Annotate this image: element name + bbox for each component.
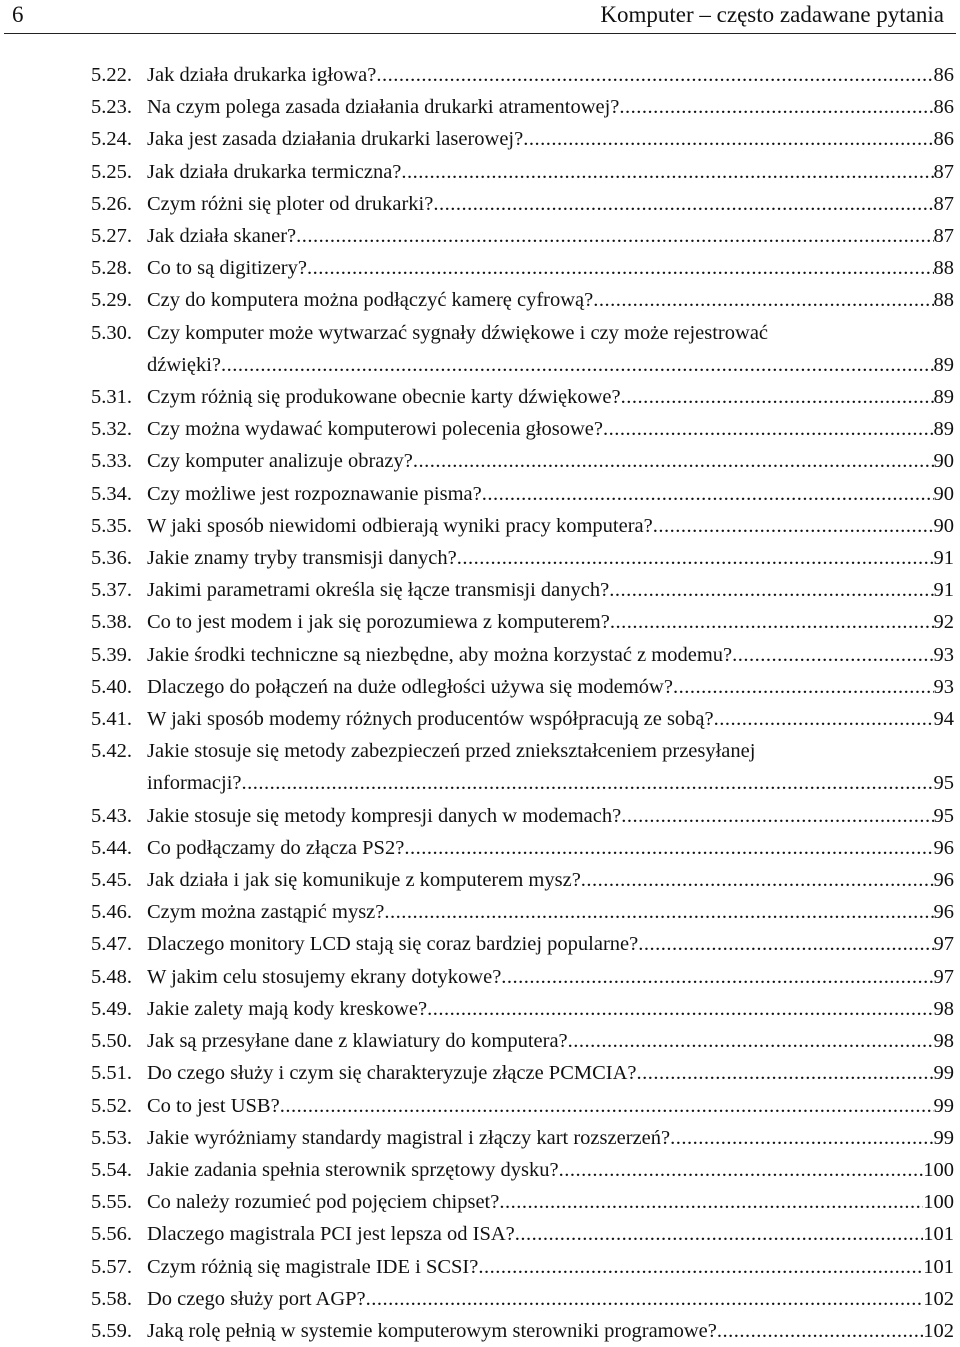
toc-entry-title: Do czego służy i czym się charakteryzuje złącze PCMCIA? bbox=[147, 1062, 637, 1085]
toc-page-number: 96 bbox=[933, 869, 954, 892]
toc-entry-line bbox=[147, 574, 954, 606]
toc-entry-line bbox=[147, 1122, 954, 1154]
toc-entry-title: Jakie stosuje się metody zabezpieczeń przed zniekształceniem przesyłanej bbox=[147, 740, 756, 763]
toc-leader-dots bbox=[638, 928, 933, 960]
toc-entry-title: Co to jest modem i jak się porozumiewa z komputerem? bbox=[147, 611, 610, 634]
toc-entry-body bbox=[147, 1251, 954, 1283]
toc-entry-body bbox=[147, 445, 954, 477]
toc-page-number: 97 bbox=[933, 965, 954, 988]
toc-page-number: 100 bbox=[923, 1191, 954, 1214]
toc-entry-number: 5.25. bbox=[91, 160, 132, 183]
toc-entry-line bbox=[147, 671, 954, 703]
toc-entry-line bbox=[147, 445, 954, 477]
toc-page-number: 89 bbox=[933, 386, 954, 409]
toc-entry-number: 5.41. bbox=[91, 708, 132, 731]
toc-entry-title: Jakie zadania spełnia sterownik sprzętowy dysku? bbox=[147, 1158, 559, 1181]
toc-entry[interactable] bbox=[91, 993, 954, 1025]
toc-leader-dots bbox=[670, 1122, 933, 1154]
toc-page-number: 97 bbox=[933, 933, 954, 956]
toc-entry[interactable] bbox=[91, 413, 954, 445]
toc-entry-line bbox=[147, 606, 954, 638]
toc-entry-body bbox=[147, 606, 954, 638]
toc-leader-dots bbox=[717, 1315, 923, 1347]
toc-entry-title: Jakie środki techniczne są niezbędne, aby można korzystać z modemu? bbox=[147, 643, 733, 666]
toc-entry-line bbox=[147, 993, 954, 1025]
toc-entry-body bbox=[147, 961, 954, 993]
toc-leader-dots bbox=[413, 445, 934, 477]
toc-entry-title: Czym można zastąpić mysz? bbox=[147, 901, 385, 924]
toc-entry-body bbox=[147, 832, 954, 864]
toc-entry-line bbox=[147, 59, 954, 91]
toc-leader-dots bbox=[523, 123, 933, 155]
toc-entry-title: Czym różni się ploter od drukarki? bbox=[147, 192, 434, 215]
toc-entry-line bbox=[147, 639, 954, 671]
toc-leader-dots bbox=[401, 156, 933, 188]
toc-entry-line bbox=[147, 896, 954, 928]
toc-entry-title: W jaki sposób niewidomi odbierają wyniki pracy komputera? bbox=[147, 514, 653, 537]
toc-entry-number: 5.22. bbox=[91, 64, 132, 86]
toc-entry-body bbox=[147, 413, 954, 445]
toc-entry-number: 5.46. bbox=[91, 901, 132, 924]
page-header bbox=[0, 0, 960, 36]
toc-leader-dots bbox=[581, 864, 934, 896]
toc-entry-number: 5.53. bbox=[91, 1126, 132, 1149]
toc-page-number: 86 bbox=[933, 64, 954, 86]
toc-entry-number: 5.48. bbox=[91, 965, 132, 988]
toc-entry[interactable] bbox=[91, 252, 954, 284]
toc-leader-dots bbox=[478, 1251, 923, 1283]
toc-entry-line bbox=[147, 349, 954, 381]
toc-entry-line bbox=[147, 91, 954, 123]
toc-entry-title: Czym różnią się produkowane obecnie karty dźwiękowe? bbox=[147, 386, 621, 409]
toc-entry-number: 5.45. bbox=[91, 869, 132, 892]
toc-entry-line bbox=[147, 188, 954, 220]
toc-entry-line bbox=[147, 864, 954, 896]
toc-entry[interactable] bbox=[91, 1090, 954, 1122]
toc-leader-dots bbox=[499, 1186, 923, 1218]
toc-entry[interactable] bbox=[91, 220, 954, 252]
toc-entry-line bbox=[147, 1090, 954, 1122]
toc-entry-title: Jaką rolę pełnią w systemie komputerowym sterowniki programowe? bbox=[147, 1319, 717, 1342]
toc-entry-body bbox=[147, 993, 954, 1025]
toc-entry[interactable] bbox=[91, 928, 954, 960]
toc-entry-line bbox=[147, 800, 954, 832]
toc-entry-body bbox=[147, 1057, 954, 1089]
toc-entry[interactable] bbox=[91, 961, 954, 993]
toc-leader-dots bbox=[568, 1025, 934, 1057]
toc-page-number: 101 bbox=[923, 1255, 954, 1278]
toc-entry-body bbox=[147, 639, 954, 671]
toc-entry-line bbox=[147, 1154, 954, 1186]
toc-entry-number: 5.50. bbox=[91, 1030, 132, 1053]
toc-entry-line bbox=[147, 961, 954, 993]
toc-entry-number: 5.30. bbox=[91, 321, 132, 344]
toc-entry-number: 5.28. bbox=[91, 257, 132, 280]
toc-entry-body bbox=[147, 1186, 954, 1218]
toc-entry-body bbox=[147, 1218, 954, 1250]
toc-entry[interactable] bbox=[91, 445, 954, 477]
toc-page-number: 91 bbox=[933, 579, 954, 602]
toc-entry-body bbox=[147, 1283, 954, 1315]
toc-page-number: 102 bbox=[923, 1287, 954, 1310]
toc-leader-dots bbox=[610, 606, 934, 638]
toc-entry-number: 5.59. bbox=[91, 1319, 132, 1342]
toc-entry[interactable] bbox=[91, 123, 954, 155]
toc-entry-body bbox=[147, 671, 954, 703]
toc-entry-line bbox=[147, 478, 954, 510]
toc-entry-line bbox=[147, 1218, 954, 1250]
toc-entry[interactable] bbox=[91, 91, 954, 123]
toc-entry-number: 5.56. bbox=[91, 1223, 132, 1246]
toc-entry[interactable] bbox=[91, 156, 954, 188]
toc-page-number: 99 bbox=[933, 1094, 954, 1117]
toc-entry-body bbox=[147, 188, 954, 220]
toc-entry-line bbox=[147, 1025, 954, 1057]
toc-entry-body bbox=[147, 703, 954, 735]
toc-entry-body bbox=[147, 735, 954, 799]
toc-page-number: 98 bbox=[933, 1030, 954, 1053]
toc-page-number: 90 bbox=[933, 450, 954, 473]
toc-entry[interactable] bbox=[91, 1218, 954, 1250]
toc-leader-dots bbox=[609, 574, 933, 606]
toc-entry[interactable] bbox=[91, 832, 954, 864]
toc-entry-title: W jakim celu stosujemy ekrany dotykowe? bbox=[147, 965, 502, 988]
toc-entry-title: Jakimi parametrami określa się łącze transmisji danych? bbox=[147, 579, 610, 602]
toc-entry-title: Czym różnią się magistrale IDE i SCSI? bbox=[147, 1255, 479, 1278]
toc-page-number: 95 bbox=[933, 772, 954, 795]
toc-entry[interactable] bbox=[91, 703, 954, 735]
toc-entry-body bbox=[147, 317, 954, 381]
toc-entry-title: W jaki sposób modemy różnych producentów współpracują ze sobą? bbox=[147, 708, 714, 731]
toc-leader-dots bbox=[603, 413, 934, 445]
toc-leader-dots bbox=[559, 1154, 924, 1186]
toc-entry-number: 5.51. bbox=[91, 1062, 132, 1085]
toc-leader-dots bbox=[653, 510, 934, 542]
toc-entry-number: 5.40. bbox=[91, 675, 132, 698]
toc-entry-title: Dlaczego do połączeń na duże odległości używa się modemów? bbox=[147, 675, 673, 698]
toc-entry[interactable] bbox=[91, 639, 954, 671]
toc-leader-dots bbox=[482, 478, 934, 510]
toc-page-number: 93 bbox=[933, 675, 954, 698]
toc-page-number: 93 bbox=[933, 643, 954, 666]
toc-entry-body bbox=[147, 381, 954, 413]
toc-page-number: 98 bbox=[933, 997, 954, 1020]
toc-entry-body bbox=[147, 542, 954, 574]
toc-page-number: 95 bbox=[933, 804, 954, 827]
toc-entry-line bbox=[147, 510, 954, 542]
toc-entry[interactable] bbox=[91, 864, 954, 896]
toc-leader-dots bbox=[427, 993, 933, 1025]
toc-entry[interactable] bbox=[91, 1154, 954, 1186]
toc-entry-title: Czy do komputera można podłączyć kamerę cyfrową? bbox=[147, 289, 594, 312]
header-rule bbox=[4, 33, 956, 34]
toc-leader-dots bbox=[280, 1090, 934, 1122]
toc-leader-dots bbox=[366, 1283, 924, 1315]
toc-leader-dots bbox=[621, 381, 934, 413]
toc-page-number: 99 bbox=[933, 1126, 954, 1149]
toc-entry-body bbox=[147, 1090, 954, 1122]
toc-leader-dots bbox=[515, 1218, 924, 1250]
toc-entry-title: Jakie stosuje się metody kompresji danych w modemach? bbox=[147, 804, 622, 827]
toc-entry[interactable] bbox=[91, 188, 954, 220]
toc-entry-line bbox=[147, 832, 954, 864]
toc-entry-title: Jak działa drukarka igłowa? bbox=[147, 64, 377, 86]
toc-page-number: 94 bbox=[933, 708, 954, 731]
toc-leader-dots bbox=[376, 59, 933, 91]
toc-entry-number: 5.29. bbox=[91, 289, 132, 312]
toc-entry-number: 5.24. bbox=[91, 128, 132, 151]
toc-entry-line bbox=[147, 703, 954, 735]
toc-entry-body bbox=[147, 928, 954, 960]
toc-entry-title: Co to są digitizery? bbox=[147, 257, 307, 280]
toc-page-number: 88 bbox=[933, 257, 954, 280]
toc-entry-body bbox=[147, 510, 954, 542]
toc-entry-number: 5.33. bbox=[91, 450, 132, 473]
toc-entry-title: dźwięki? bbox=[147, 353, 221, 376]
toc-entry-title: Do czego służy port AGP? bbox=[147, 1287, 366, 1310]
toc-leader-dots bbox=[296, 220, 933, 252]
toc-page-number: 99 bbox=[933, 1062, 954, 1085]
toc-entry-title: informacji? bbox=[147, 772, 242, 795]
toc-entry-line bbox=[147, 413, 954, 445]
toc-page-number: 86 bbox=[933, 128, 954, 151]
toc-entry-title: Co to jest USB? bbox=[147, 1094, 280, 1117]
toc-entry-title: Co należy rozumieć pod pojęciem chipset? bbox=[147, 1191, 500, 1214]
toc-entry-line bbox=[147, 381, 954, 413]
toc-entry-line bbox=[147, 1283, 954, 1315]
toc-entry-number: 5.34. bbox=[91, 482, 132, 505]
toc-entry-number: 5.43. bbox=[91, 804, 132, 827]
toc-entry-number: 5.35. bbox=[91, 514, 132, 537]
toc-entry-body bbox=[147, 1154, 954, 1186]
toc-entry-line bbox=[147, 928, 954, 960]
toc-entry-line bbox=[147, 542, 954, 574]
running-title: Komputer – często zadawane pytania bbox=[600, 2, 944, 27]
toc-entry-body bbox=[147, 91, 954, 123]
toc-entry[interactable] bbox=[91, 1251, 954, 1283]
toc-entry-title: Czy komputer może wytwarzać sygnały dźwiękowe i czy może rejestrować bbox=[147, 321, 769, 344]
toc-entry[interactable] bbox=[91, 735, 954, 799]
toc-page-number: 89 bbox=[933, 418, 954, 441]
toc-entry-title: Czy możliwe jest rozpoznawanie pisma? bbox=[147, 482, 482, 505]
toc-entry-number: 5.38. bbox=[91, 611, 132, 634]
toc-leader-dots bbox=[433, 188, 933, 220]
toc-leader-dots bbox=[501, 961, 933, 993]
toc-entry-title: Czy można wydawać komputerowi polecenia głosowe? bbox=[147, 418, 603, 441]
toc-leader-dots bbox=[404, 832, 933, 864]
toc-entry-title: Dlaczego monitory LCD stają się coraz bardziej popularne? bbox=[147, 933, 639, 956]
toc-page-number: 90 bbox=[933, 514, 954, 537]
toc-entry-line bbox=[147, 1251, 954, 1283]
toc-entry-body bbox=[147, 220, 954, 252]
toc-entry-number: 5.47. bbox=[91, 933, 132, 956]
toc-entry[interactable] bbox=[91, 671, 954, 703]
toc-page-number: 87 bbox=[933, 192, 954, 215]
toc-leader-dots bbox=[714, 703, 934, 735]
toc-entry-body bbox=[147, 1122, 954, 1154]
toc-page-number: 90 bbox=[933, 482, 954, 505]
toc-entry-body bbox=[147, 1025, 954, 1057]
toc-page-number: 86 bbox=[933, 96, 954, 119]
toc-entry-line bbox=[147, 252, 954, 284]
toc-entry-number: 5.54. bbox=[91, 1158, 132, 1181]
toc-entry-number: 5.23. bbox=[91, 96, 132, 119]
toc-page-number: 96 bbox=[933, 901, 954, 924]
toc-entry[interactable] bbox=[91, 284, 954, 316]
toc-leader-dots bbox=[241, 767, 933, 799]
toc-entry-title: Jakie zalety mają kody kreskowe? bbox=[147, 997, 428, 1020]
toc-leader-dots bbox=[384, 896, 933, 928]
toc-entry-title: Jak działa drukarka termiczna? bbox=[147, 160, 402, 183]
toc-entry[interactable] bbox=[91, 510, 954, 542]
toc-leader-dots bbox=[221, 349, 934, 381]
toc-entry[interactable] bbox=[91, 1122, 954, 1154]
toc-entry-body bbox=[147, 896, 954, 928]
toc-entry-number: 5.27. bbox=[91, 225, 132, 248]
toc-entry-number: 5.44. bbox=[91, 836, 132, 859]
toc-entry[interactable] bbox=[91, 317, 954, 381]
toc-entry-line bbox=[147, 123, 954, 155]
toc-page-number: 100 bbox=[923, 1158, 954, 1181]
toc-entry-body bbox=[147, 284, 954, 316]
toc-entry-title: Jak działa skaner? bbox=[147, 225, 297, 248]
table-of-contents bbox=[91, 59, 954, 1347]
toc-entry-line bbox=[147, 1186, 954, 1218]
toc-page-number: 102 bbox=[923, 1319, 954, 1342]
toc-entry[interactable] bbox=[91, 1057, 954, 1089]
toc-entry-number: 5.57. bbox=[91, 1255, 132, 1278]
toc-entry-title: Jakie wyróżniamy standardy magistral i złączy kart rozszerzeń? bbox=[147, 1126, 671, 1149]
toc-entry[interactable] bbox=[91, 896, 954, 928]
toc-entry-title: Czy komputer analizuje obrazy? bbox=[147, 450, 413, 473]
toc-entry[interactable] bbox=[91, 1315, 954, 1347]
toc-entry-number: 5.58. bbox=[91, 1287, 132, 1310]
toc-entry-body bbox=[147, 800, 954, 832]
toc-entry-title: Jaka jest zasada działania drukarki laserowej? bbox=[147, 128, 524, 151]
toc-entry-line bbox=[147, 156, 954, 188]
toc-entry-line bbox=[147, 1057, 954, 1089]
toc-leader-dots bbox=[457, 542, 934, 574]
toc-entry[interactable] bbox=[91, 478, 954, 510]
toc-entry-title: Jak są przesyłane dane z klawiatury do komputera? bbox=[147, 1030, 568, 1053]
toc-entry-number: 5.36. bbox=[91, 547, 132, 570]
toc-entry-number: 5.52. bbox=[91, 1094, 132, 1117]
toc-page-number: 88 bbox=[933, 289, 954, 312]
toc-entry-number: 5.31. bbox=[91, 386, 132, 409]
toc-entry-number: 5.39. bbox=[91, 643, 132, 666]
toc-entry-number: 5.42. bbox=[91, 740, 132, 763]
toc-entry-line bbox=[147, 220, 954, 252]
toc-entry-body bbox=[147, 478, 954, 510]
toc-entry-number: 5.49. bbox=[91, 997, 132, 1020]
toc-entry-title: Dlaczego magistrala PCI jest lepsza od ISA? bbox=[147, 1223, 515, 1246]
toc-entry-line bbox=[147, 1315, 954, 1347]
toc-page-number: 87 bbox=[933, 225, 954, 248]
toc-entry[interactable] bbox=[91, 1186, 954, 1218]
toc-entry-body bbox=[147, 252, 954, 284]
toc-entry-body bbox=[147, 864, 954, 896]
toc-leader-dots bbox=[307, 252, 934, 284]
toc-entry[interactable] bbox=[91, 606, 954, 638]
toc-page-number: 87 bbox=[933, 160, 954, 183]
toc-leader-dots bbox=[637, 1057, 934, 1089]
toc-leader-dots bbox=[593, 284, 933, 316]
toc-entry-number: 5.55. bbox=[91, 1191, 132, 1214]
toc-entry-number: 5.37. bbox=[91, 579, 132, 602]
toc-entry-body bbox=[147, 59, 954, 91]
toc-entry-line bbox=[147, 284, 954, 316]
toc-page-number: 92 bbox=[933, 611, 954, 634]
toc-entry-number: 5.32. bbox=[91, 418, 132, 441]
toc-entry-title: Jakie znamy tryby transmisji danych? bbox=[147, 547, 457, 570]
toc-entry[interactable] bbox=[91, 381, 954, 413]
toc-entry[interactable] bbox=[91, 542, 954, 574]
page-number: 6 bbox=[12, 2, 24, 27]
toc-leader-dots bbox=[619, 91, 933, 123]
toc-entry[interactable] bbox=[91, 800, 954, 832]
toc-entry-line bbox=[147, 767, 954, 799]
toc-leader-dots bbox=[673, 671, 934, 703]
toc-entry-body bbox=[147, 123, 954, 155]
toc-page-number: 89 bbox=[933, 353, 954, 376]
toc-entry-title: Na czym polega zasada działania drukarki atramentowej? bbox=[147, 96, 620, 119]
toc-leader-dots bbox=[732, 639, 933, 671]
toc-entry-body bbox=[147, 156, 954, 188]
toc-entry-number: 5.26. bbox=[91, 192, 132, 215]
toc-entry[interactable] bbox=[91, 1283, 954, 1315]
toc-entry-title: Co podłączamy do złącza PS2? bbox=[147, 836, 405, 859]
toc-entry-body bbox=[147, 1315, 954, 1347]
toc-page-number: 101 bbox=[923, 1223, 954, 1246]
toc-entry[interactable] bbox=[91, 59, 954, 91]
toc-page-number: 96 bbox=[933, 836, 954, 859]
toc-entry[interactable] bbox=[91, 1025, 954, 1057]
toc-leader-dots bbox=[621, 800, 933, 832]
toc-entry[interactable] bbox=[91, 574, 954, 606]
toc-entry-body bbox=[147, 574, 954, 606]
toc-entry-title: Jak działa i jak się komunikuje z komputerem mysz? bbox=[147, 869, 581, 892]
toc-page-number: 91 bbox=[933, 547, 954, 570]
